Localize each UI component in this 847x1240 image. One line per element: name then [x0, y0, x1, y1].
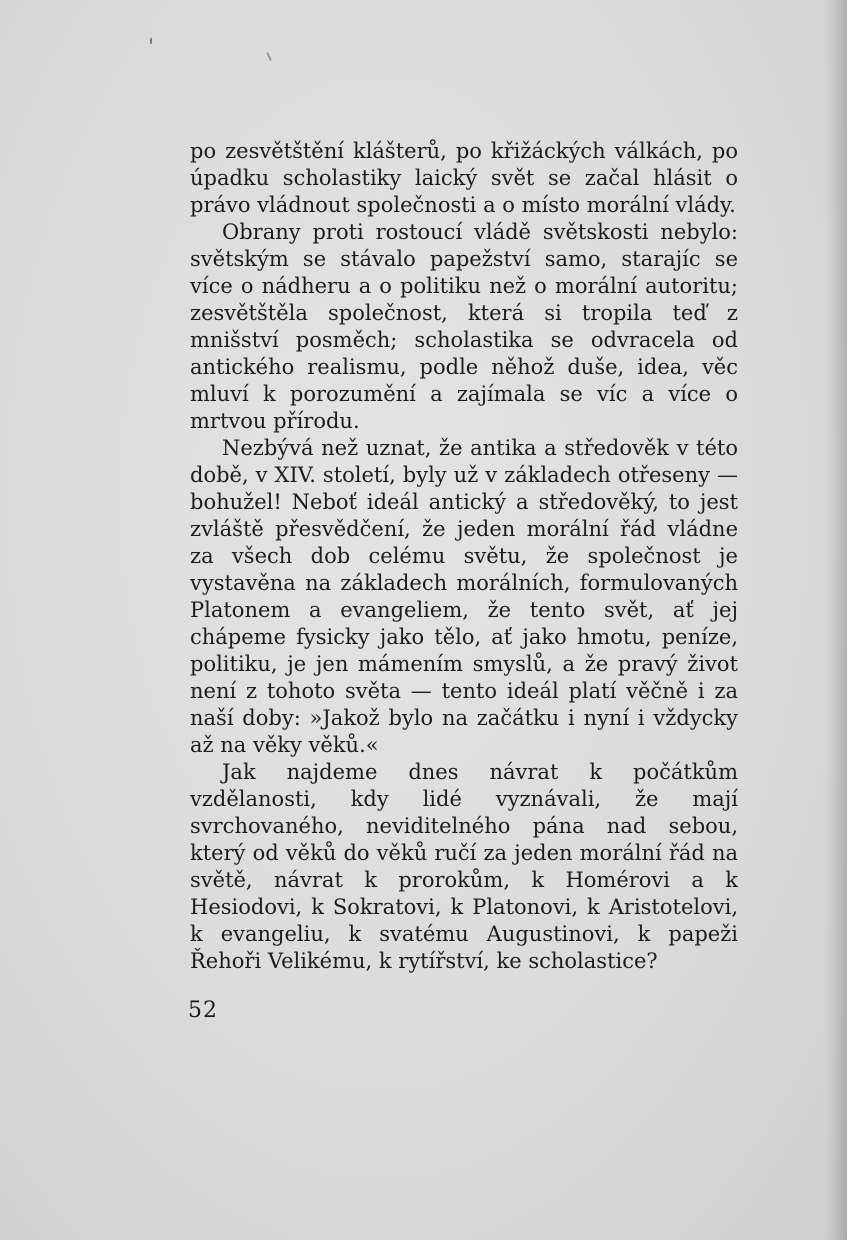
paragraph-1: po zesvětštění klášterů, po křižáckých válkách, po úpadku scholastiky laický svět se začal hlásit o právo vládnout společnosti a o místo morální vlády. — [190, 139, 738, 217]
body-text — [190, 138, 738, 975]
page-edge-shadow — [825, 0, 847, 1240]
paragraph-2: Obrany proti rostoucí vládě světskosti nebylo: světským se stávalo papežství samo, starajíc se více o nádheru a o politiku než o morální autoritu; zesvětštěla společnost, která si tropila teď z mnišství posměch; scholastika se odvracela od antického realismu, podle něhož duše, idea, věc mluví k porozumění a zajímala se víc a více o mrtvou přírodu. — [190, 220, 738, 433]
paper-speck — [266, 52, 272, 61]
paragraph-4: Jak najdeme dnes návrat k počátkům vzdělanosti, kdy lidé vyznávali, že mají svrchovaného, neviditelného pána nad sebou, který od věků do věků ručí za jeden morální řád na světě, návrat k prorokům, k Homérovi a k Hesiodovi, k Sokratovi, k Platonovi, k Aristotelovi, k evangeliu, k svatému Augustinovi, k papeži Řehoři Velikému, k rytířství, ke scholastice? — [190, 760, 738, 973]
paragraph-3: Nezbývá než uznat, že antika a středověk v této době, v XIV. století, byly už v základech otřeseny — bohužel! Neboť ideál antický a středověký, to jest zvláště přesvědčení, že jeden morální řád vládne za všech dob celému světu, že společnost je vystavěna na základech morálních, formulovaných Platonem a evangeliem, že tento svět, ať jej chápeme fysicky jako tělo, ať jako hmotu, peníze, politiku, je jen mámením smyslů, a že pravý život není z tohoto světa — tento ideál platí věčně i za naší doby: »Jakož bylo na začátku i nyní i vždycky až na věky věků.« — [190, 436, 738, 757]
paper-speck — [150, 38, 152, 44]
page-number: 52 — [188, 998, 218, 1023]
